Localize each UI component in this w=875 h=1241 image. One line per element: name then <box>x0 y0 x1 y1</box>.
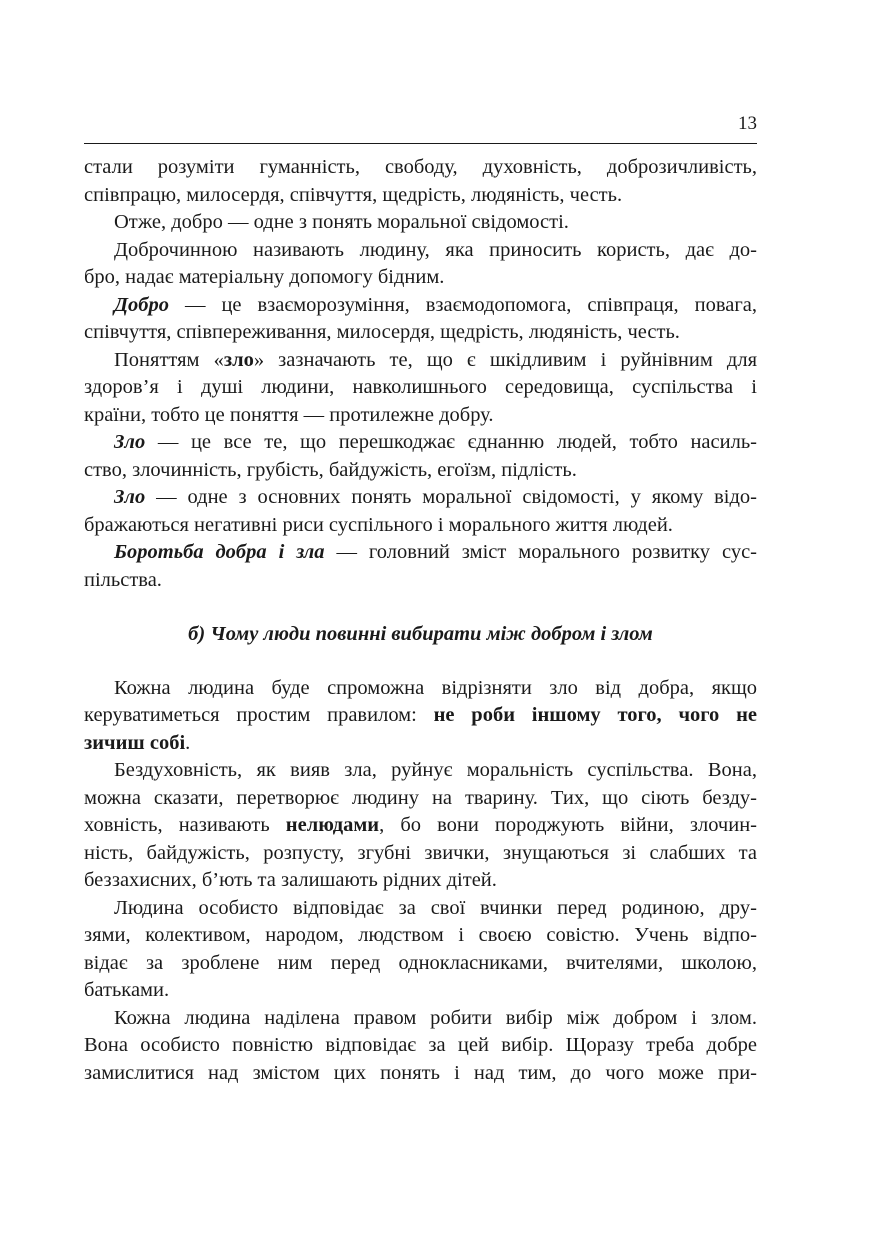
text-run: . <box>185 731 191 754</box>
text-line <box>84 292 757 320</box>
text-line: можна сказати, перетворює людину на тварину. Тих, що сіють безду- <box>84 786 757 809</box>
paragraph <box>84 209 757 237</box>
text-line: здоров’я і душі людини, навколишнього середовища, суспільства і <box>84 376 757 398</box>
section-choice <box>84 675 757 1088</box>
text-line: ство, злочинність, грубість, байдужість, егоїзм, підлість. <box>84 458 577 481</box>
text-run: — це все те, що перешкоджає єднанню людей, тобто насиль- <box>145 431 757 453</box>
text-line: Бездуховність, як вияв зла, руйнує моральність суспільства. Вона, <box>114 759 757 781</box>
text-line <box>84 539 757 567</box>
paragraph <box>84 757 757 895</box>
text-line <box>84 484 757 512</box>
text-line <box>84 429 757 457</box>
term-struggle: Боротьба добра і зла <box>114 541 325 563</box>
paragraph <box>84 895 757 1005</box>
text-run: ховність, називають <box>84 814 286 836</box>
paragraph <box>84 1005 757 1088</box>
term-zlo: Зло <box>114 431 146 453</box>
text-line <box>84 702 757 730</box>
text-line: Вона особисто повністю відповідає за цей вибір. Щоразу треба добре <box>84 1034 757 1056</box>
page-header <box>84 112 757 144</box>
definition-paragraph <box>84 347 757 430</box>
text-line <box>84 730 757 758</box>
text-line: Доброчинною називають людину, яка приносить користь, дає до- <box>114 238 757 261</box>
text-run: , бо вони породжують війни, злочин- <box>379 814 757 836</box>
text-line: зями, колективом, народом, людством і своєю совістю. Учень відпо- <box>84 924 757 946</box>
term-zlo: зло <box>223 348 254 371</box>
text-line: батьками. <box>84 979 170 1001</box>
text-line: беззахисних, б’ють та залишають рідних дітей. <box>84 869 497 891</box>
golden-rule: не роби іншому того, чого не <box>433 704 757 726</box>
section-definitions <box>84 154 757 594</box>
definition-paragraph <box>84 429 757 484</box>
text-line: бро, надає матеріальну допомогу бідним. <box>84 266 445 288</box>
text-line: бражаються негативні риси суспільного і морального життя людей. <box>84 513 673 536</box>
text-run: Поняттям « <box>114 348 224 371</box>
text-run: — це взаєморозуміння, взаємодопомога, співпраця, повага, <box>168 293 757 316</box>
text-run: » зазначають те, що є шкідливим і руйнівним для <box>253 348 757 371</box>
text-line: Отже, добро — одне з понять моральної свідомості. <box>114 211 569 233</box>
term-nelyudy: нелюдами <box>285 814 380 836</box>
paragraph <box>84 154 757 209</box>
text-run: керуватиметься простим правилом: <box>84 704 434 726</box>
text-line <box>84 812 757 840</box>
text-line <box>84 347 757 375</box>
definition-paragraph <box>84 539 757 594</box>
text-line: ність, байдужість, розпусту, згубні звички, знущаються зі слабших та <box>84 841 757 864</box>
page-number: 13 <box>738 113 757 134</box>
paragraph <box>84 675 757 758</box>
section-heading: б) Чому люди повинні вибирати між добром і злом <box>188 623 653 645</box>
text-run: — одне з основних понять моральної свідомості, у якому відо- <box>145 486 757 508</box>
term-zlo: Зло <box>114 486 146 508</box>
text-line: співчуття, співпереживання, милосердя, щедрість, людяність, честь. <box>84 321 680 343</box>
text-line: країни, тобто це поняття — протилежне добру. <box>84 403 494 426</box>
text-line: Кожна людина наділена правом робити вибір між добром і злом. <box>114 1006 757 1029</box>
definition-paragraph <box>84 292 757 347</box>
text-line: Людина особисто відповідає за свої вчинки перед родиною, дру- <box>114 896 757 919</box>
text-run: — головний зміст морального розвитку сус- <box>324 541 758 563</box>
text-line: замислитися над змістом цих понять і над тим, до чого може при- <box>84 1061 757 1084</box>
term-dobro: Добро <box>114 293 169 316</box>
definition-paragraph <box>84 484 757 539</box>
text-line: співпрацю, милосердя, співчуття, щедрість, людяність, честь. <box>84 183 623 206</box>
text-line: стали розуміти гуманність, свободу, духовність, доброзичливість, <box>84 156 757 178</box>
text-line: відає за зроблене ним перед однокласниками, вчителями, школою, <box>84 951 757 974</box>
paragraph <box>84 237 757 292</box>
text-line: Кожна людина буде спроможна відрізняти зло від добра, якщо <box>114 676 757 699</box>
text-line: пільства. <box>84 568 162 591</box>
golden-rule: зичиш собі <box>84 731 186 754</box>
book-page <box>84 112 757 1087</box>
